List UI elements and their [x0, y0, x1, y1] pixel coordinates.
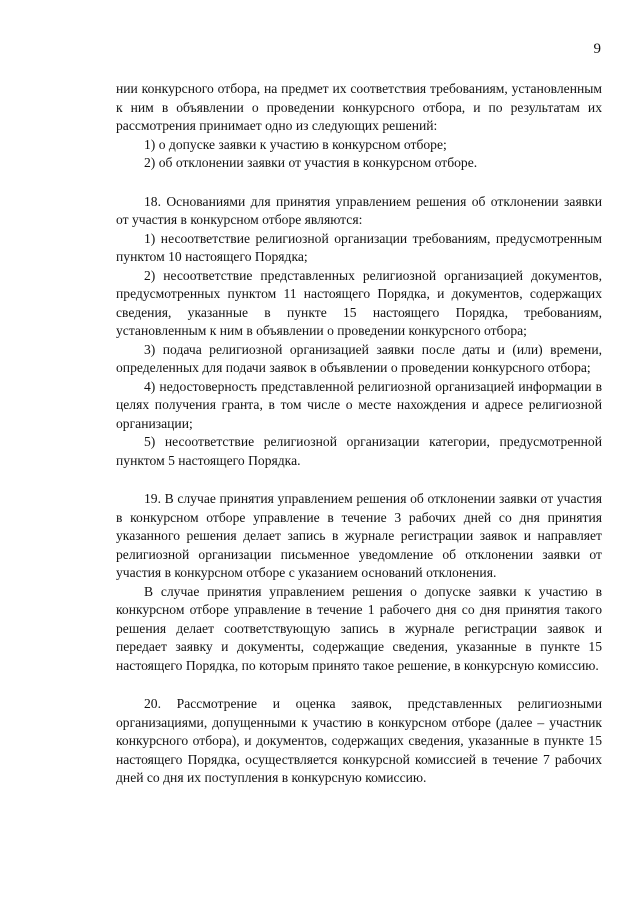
clause-18-item-3: 3) подача религиозной организацией заявки после даты и (или) времени, определенных для подачи заявок в объявлении о проведении конкурсного отбора;	[116, 341, 602, 375]
clause-18: 18. Основаниями для принятия управлением решения об отклонении заявки от участия в конкурсном отборе являются:	[116, 193, 602, 227]
list-item-reject: 2) об отклонении заявки от участия в конкурсном отборе.	[144, 155, 478, 170]
section-spacer	[116, 675, 602, 695]
clause-20: 20. Рассмотрение и оценка заявок, представленных религиозными организациями, допущенными к участию в конкурсном отборе (далее – участник конкурсного отбора), и документов, содержащих сведения, указанные в пункте 15 настоящего Порядка, осуществляется конкурсной комиссией в течение 7 рабочих дней со дня их поступления в конкурсную комиссию.	[116, 696, 602, 785]
clause-18-item-2: 2) несоответствие представленных религиозной организацией документов, предусмотренных пунктом 11 настоящего Порядка, и документов, содержащих сведения, указанные в пункте 15 настоящего Порядка, требованиям, установленным к ним в объявлении о проведении конкурсного отбора;	[116, 267, 602, 338]
clause-19: 19. В случае принятия управлением решения об отклонении заявки от участия в конкурсном отборе управление в течение 3 рабочих дней со дня принятия указанного решения делает запись в журнале регистрации заявок и направляет религиозной организации письменное уведомление об отклонении заявки от участия в конкурсном отборе с указанием оснований отклонения.	[116, 491, 602, 580]
document-body	[116, 80, 602, 788]
clause-19-paragraph-2: В случае принятия управлением решения о допуске заявки к участию в конкурсном отборе управление в течение 1 рабочего дня со дня принятия такого решения делает соответствующую запись в журнале регистрации заявок и передает заявку и документы, содержащие сведения, указанные в пункте 15 настоящего Порядка, по которым принято такое решение, в конкурсную комиссию.	[116, 583, 602, 673]
section-spacer	[116, 173, 602, 193]
clause-18-item-5: 5) несоответствие религиозной организации категории, предусмотренной пунктом 5 настоящего Порядка.	[116, 434, 602, 468]
section-spacer	[116, 470, 602, 490]
paragraph-continuation: нии конкурсного отбора, на предмет их соответствия требованиям, установленным к ним в объявлении о проведении конкурсного отбора, и по результатам их рассмотрения принимает одно из следующих решений:	[116, 81, 602, 133]
list-item-admit: 1) о допуске заявки к участию в конкурсном отборе;	[144, 136, 447, 152]
clause-18-item-1: 1) несоответствие религиозной организации требованиям, предусмотренным пунктом 10 настоящего Порядка;	[116, 230, 602, 264]
clause-18-item-4: 4) недостоверность представленной религиозной организацией информации в целях получения гранта, в том числе о месте нахождения и адресе религиозной организации;	[116, 378, 602, 431]
page-number: 9	[593, 41, 601, 57]
